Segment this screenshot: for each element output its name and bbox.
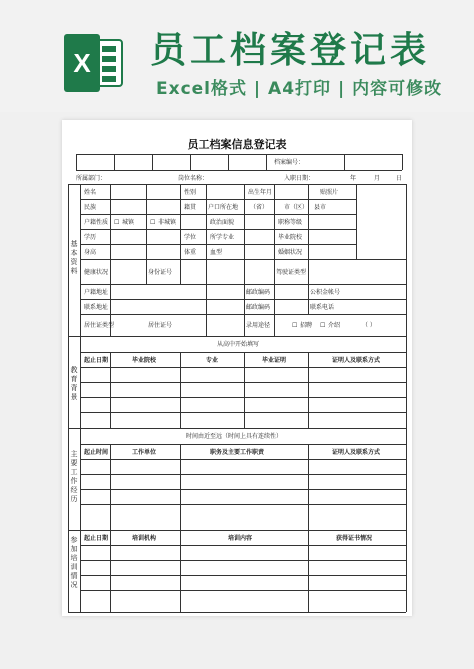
training-col-date: 起止日期 (84, 535, 109, 542)
blood-label: 血型 (210, 249, 223, 256)
border (80, 444, 406, 445)
photo-label: 贴照片 (320, 189, 339, 196)
border (344, 154, 345, 170)
home-addr-label: 户籍地址 (84, 289, 109, 296)
non-town-label: 非城镇 (158, 219, 177, 226)
county-hint: 县市 (314, 204, 327, 211)
border (180, 444, 181, 530)
town-label: 城镇 (122, 219, 135, 226)
entry-date-label: 入职日期： (284, 175, 315, 182)
edu-col-referee: 证明人及联系方式 (332, 357, 381, 364)
border (80, 397, 406, 398)
work-col-date: 起止时间 (84, 449, 109, 456)
driving-type-label: 驾驶证类型 (276, 269, 307, 276)
year-label: 年 (350, 175, 357, 182)
checkbox-town[interactable]: ☐ (114, 219, 120, 226)
birth-label: 出生年月 (248, 189, 273, 196)
residence-permit-label: 居住证类型 (84, 322, 115, 329)
border (180, 530, 181, 612)
border (80, 352, 406, 353)
edu-col-date: 起止日期 (84, 357, 109, 364)
border (110, 352, 111, 428)
border (308, 444, 309, 530)
border (244, 184, 245, 336)
border (68, 612, 406, 613)
recruit-b-label: 介绍 (328, 322, 341, 329)
health-label: 健康状况 (84, 269, 109, 276)
education-label: 学历 (84, 234, 97, 241)
permit-no-label: 居住证号 (148, 322, 173, 329)
banner (0, 0, 474, 112)
postcode2-label: 邮政编码 (246, 304, 271, 311)
training-section-label: 参加培训情况 (70, 536, 78, 589)
training-col-certificate: 获得证书情况 (336, 535, 373, 542)
border (152, 154, 153, 170)
border (76, 170, 402, 171)
recruit-a-label: 招聘 (300, 322, 313, 329)
checkbox-intro[interactable]: ☐ (320, 322, 326, 329)
work-col-referee: 证明人及联系方式 (332, 449, 381, 456)
border (308, 284, 309, 314)
border (80, 560, 406, 561)
city-hint: 市（区） (284, 204, 309, 211)
border (80, 314, 406, 315)
border (308, 530, 309, 612)
border (76, 154, 77, 170)
border (80, 259, 406, 260)
border (190, 154, 191, 170)
contact-addr-label: 联系地址 (84, 304, 109, 311)
border (206, 184, 207, 336)
border (80, 299, 406, 300)
border (80, 382, 406, 383)
border (80, 229, 356, 230)
gender-label: 性别 (184, 189, 197, 196)
basic-section-label: 基本资料 (70, 240, 78, 275)
border (68, 184, 69, 612)
border (308, 184, 309, 284)
contact-phone-label: 联系电话 (310, 304, 335, 311)
title-level-label: 职称等级 (278, 219, 303, 226)
edu-col-school: 毕业院校 (132, 357, 157, 364)
training-col-institution: 培训机构 (132, 535, 157, 542)
border (80, 489, 406, 490)
banner-subtitle: Excel格式 | A4打印 | 内容可修改 (156, 79, 443, 99)
postcode-label: 邮政编码 (246, 289, 271, 296)
border (68, 530, 406, 531)
border (228, 154, 229, 170)
border (80, 474, 406, 475)
border (110, 530, 111, 612)
border (80, 412, 406, 413)
month-label: 月 (374, 175, 381, 182)
major-label: 所学专业 (210, 234, 235, 241)
border (266, 154, 267, 170)
work-section-label: 主要工作经历 (70, 450, 78, 503)
border (80, 284, 406, 285)
edu-col-major: 专业 (206, 357, 219, 364)
document-title: 员工档案信息登记表 (187, 138, 287, 151)
border (68, 336, 406, 337)
dept-label: 所属部门： (76, 175, 107, 182)
border (80, 184, 81, 612)
border (244, 352, 245, 428)
border (406, 184, 407, 612)
border (68, 428, 406, 429)
border (80, 575, 406, 576)
education-section-label: 教育背景 (70, 366, 78, 401)
border (80, 590, 406, 591)
day-label: 日 (396, 175, 403, 182)
svg-text:X: X (73, 48, 91, 78)
ethnicity-label: 民族 (84, 204, 97, 211)
grad-school-label: 毕业院校 (278, 234, 303, 241)
household-type-label: 户籍性质 (84, 219, 109, 226)
border (76, 154, 402, 155)
banner-title: 员工档案登记表 (150, 30, 431, 71)
border (80, 244, 356, 245)
border (356, 184, 357, 259)
border (80, 504, 406, 505)
border (110, 444, 111, 530)
political-label: 政治面貌 (210, 219, 235, 226)
height-label: 身高 (84, 249, 97, 256)
degree-label: 学位 (184, 234, 197, 241)
position-label: 岗位名称： (178, 175, 209, 182)
border (274, 184, 275, 336)
province-hint: （省） (250, 204, 269, 211)
border (180, 184, 181, 284)
work-caption: 时间由近至远（时间上具有连续性） (186, 433, 283, 440)
marital-label: 婚姻状况 (278, 249, 303, 256)
work-col-employer: 工作单位 (132, 449, 157, 456)
border (146, 184, 147, 284)
border (402, 154, 403, 170)
work-col-duties: 职务及主要工作职责 (210, 449, 265, 456)
border (180, 352, 181, 428)
native-place-label: 籍贯 (184, 204, 197, 211)
id-card-label: 身份证号 (148, 269, 173, 276)
hire-channel-label: 录用途径 (246, 322, 271, 329)
document-page (62, 120, 412, 616)
border (308, 352, 309, 428)
checkbox-non-town[interactable]: ☐ (150, 219, 156, 226)
registered-residence-label: 户口所在地 (208, 204, 239, 211)
border (110, 184, 111, 336)
fund-account-label: 公积金帐号 (310, 289, 341, 296)
weight-label: 体重 (184, 249, 197, 256)
border (114, 154, 115, 170)
border (80, 214, 356, 215)
archive-no-label: 档案编号： (274, 159, 305, 166)
education-caption: 从高中开始填写 (217, 341, 260, 348)
edu-col-certificate: 毕业证明 (262, 357, 287, 364)
paren-label: （ ） (362, 322, 376, 329)
training-col-content: 培训内容 (228, 535, 253, 542)
checkbox-recruit[interactable]: ☐ (292, 322, 298, 329)
border (80, 199, 356, 200)
border (80, 367, 406, 368)
border (80, 545, 406, 546)
name-label: 姓名 (84, 189, 97, 196)
border (80, 459, 406, 460)
excel-logo-icon (62, 34, 126, 92)
